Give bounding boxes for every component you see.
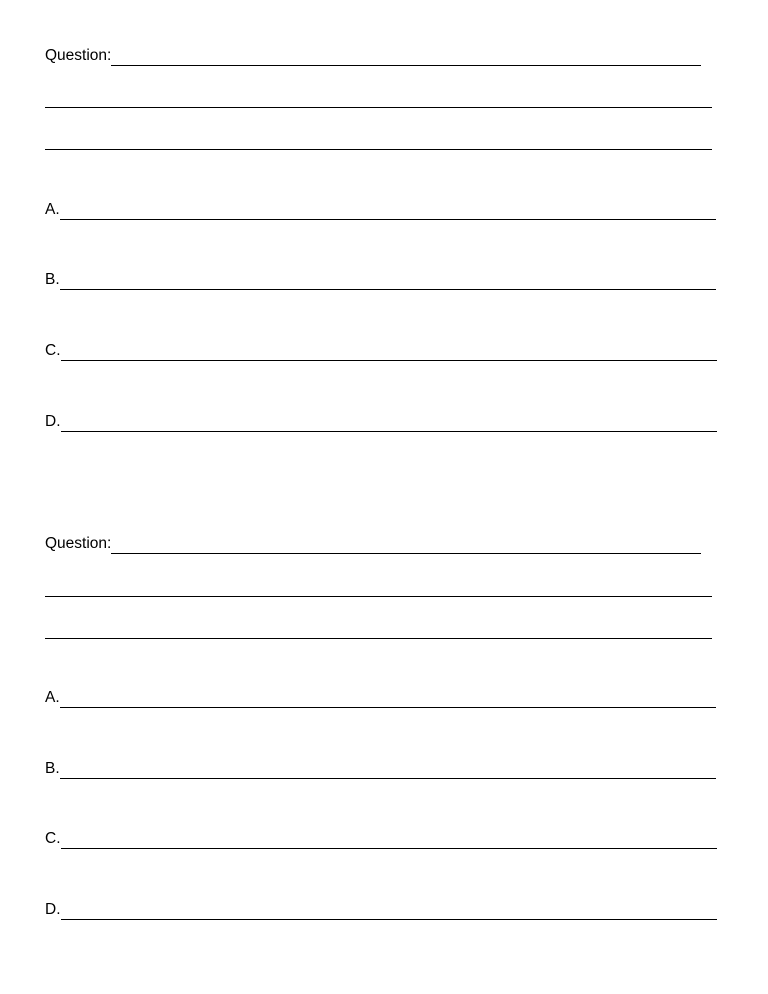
- option-c-line: [45, 341, 717, 363]
- option-b-answer-line[interactable]: [60, 778, 716, 779]
- question-answer-line[interactable]: [111, 553, 701, 554]
- continuation-line: [45, 577, 712, 599]
- question-line: [45, 534, 701, 556]
- option-a-label: A.: [45, 201, 60, 218]
- option-c-answer-line[interactable]: [61, 360, 717, 361]
- option-b-answer-line[interactable]: [60, 289, 716, 290]
- option-d-answer-line[interactable]: [61, 431, 717, 432]
- option-a-answer-line[interactable]: [60, 707, 716, 708]
- option-a-label: A.: [45, 689, 60, 706]
- question-answer-line-2[interactable]: [45, 107, 712, 108]
- option-d-line: [45, 412, 717, 434]
- option-d-label: D.: [45, 901, 61, 918]
- continuation-line: [45, 619, 712, 641]
- option-c-label: C.: [45, 342, 61, 359]
- option-d-line: [45, 900, 717, 922]
- option-c-line: [45, 829, 717, 851]
- option-b-label: B.: [45, 760, 60, 777]
- option-d-answer-line[interactable]: [61, 919, 717, 920]
- question-label: Question:: [45, 47, 112, 64]
- continuation-line: [45, 88, 712, 110]
- option-b-line: [45, 759, 716, 781]
- question-answer-line-3[interactable]: [45, 638, 712, 639]
- question-label: Question:: [45, 535, 112, 552]
- option-c-label: C.: [45, 830, 61, 847]
- option-a-line: [45, 200, 716, 222]
- option-b-line: [45, 270, 716, 292]
- option-b-label: B.: [45, 271, 60, 288]
- question-answer-line[interactable]: [111, 65, 701, 66]
- question-answer-line-2[interactable]: [45, 596, 712, 597]
- continuation-line: [45, 130, 712, 152]
- question-answer-line-3[interactable]: [45, 149, 712, 150]
- option-c-answer-line[interactable]: [61, 848, 717, 849]
- option-d-label: D.: [45, 413, 61, 430]
- option-a-answer-line[interactable]: [60, 219, 716, 220]
- option-a-line: [45, 688, 716, 710]
- question-line: [45, 46, 701, 68]
